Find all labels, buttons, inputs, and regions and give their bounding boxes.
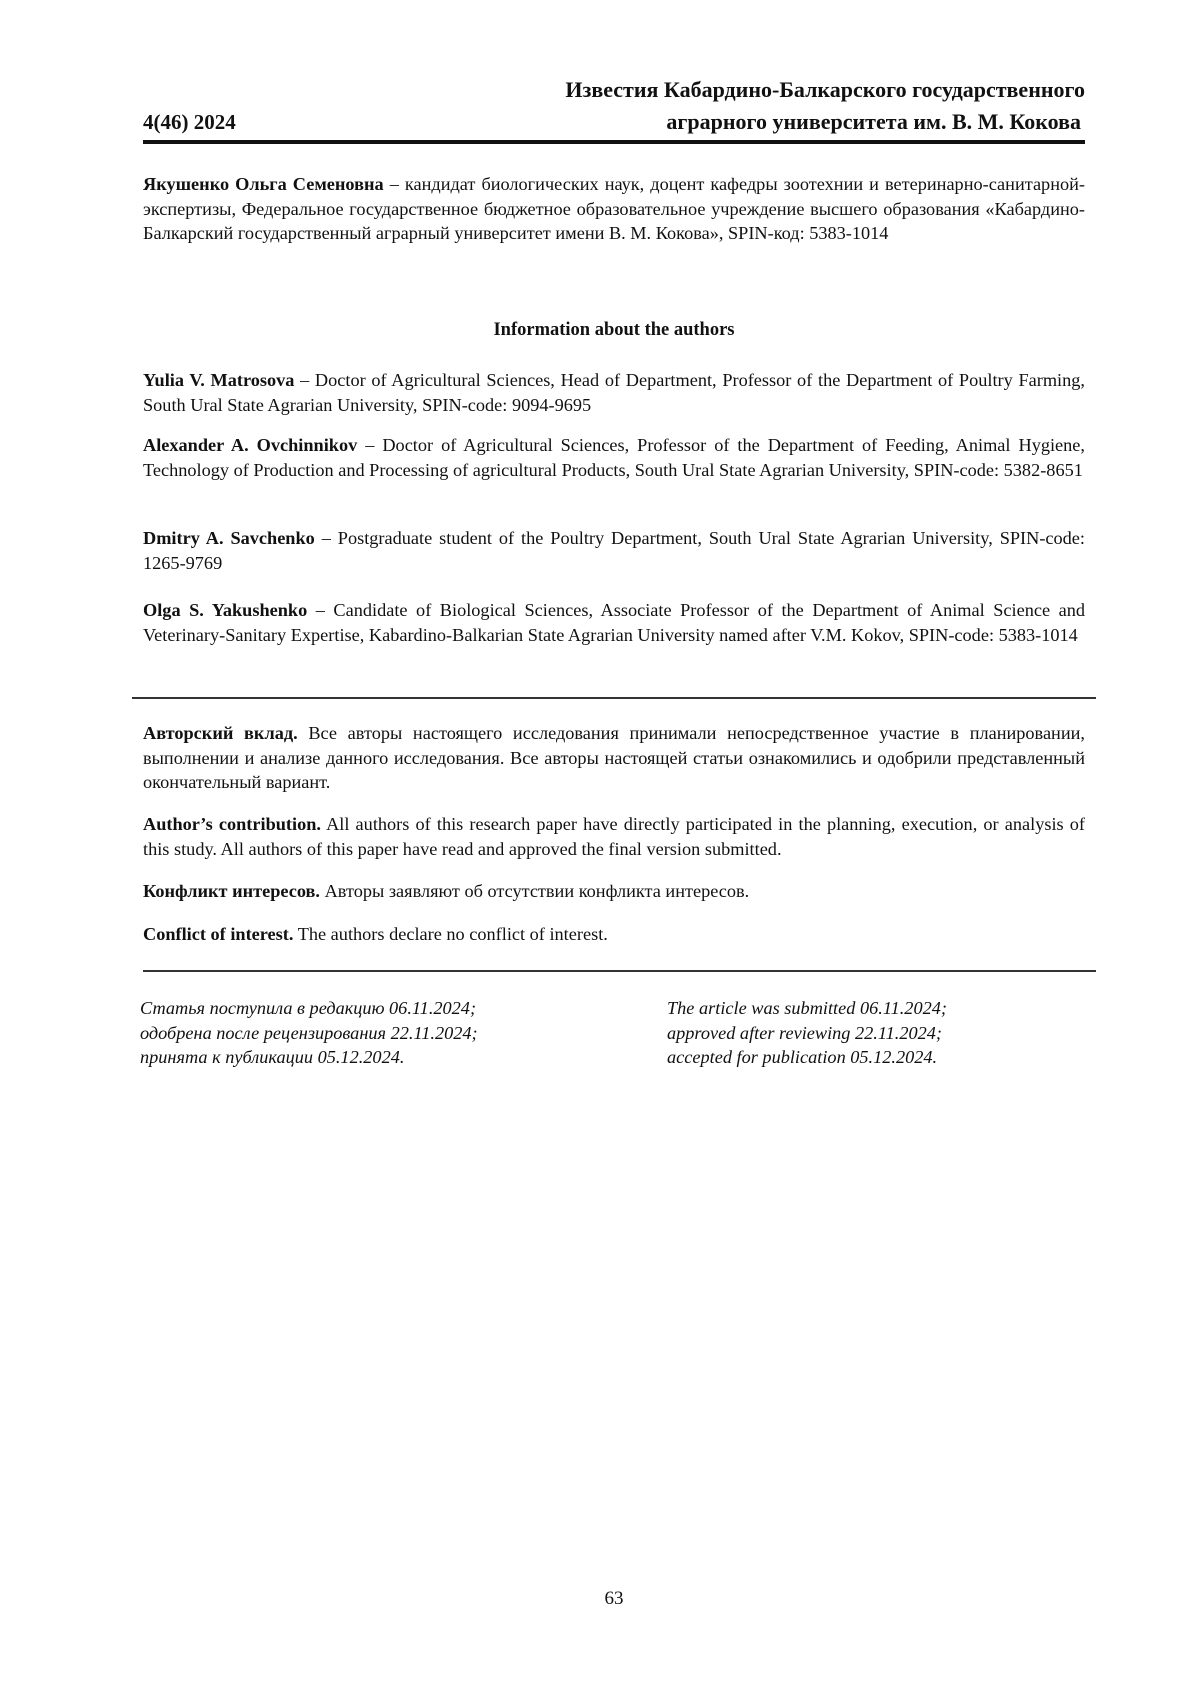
author-description: – Postgraduate student of the Poultry Department, South Ural State Agrarian University, SPIN-code: 1265-9769 xyxy=(143,528,1086,573)
section-title: Information about the authors xyxy=(493,320,735,340)
author-description: – Doctor of Agricultural Sciences, Head of Department, Professor of the Department of Poultry Farming, South Ural State Agrarian University, SPIN-code: 9094-9695 xyxy=(143,370,1085,415)
author-entry xyxy=(143,526,1085,575)
ru-author-description: – кандидат биологических наук, доцент кафедры зоотехнии и ветеринарно-санитарной-экспертизы, Федеральное государственное бюджетное образовательное учреждение высшего образования «Кабардино-Балкарский государственный аграрный университет имени В. М. Кокова», SPIN-код: 5383-1014 xyxy=(143,174,1085,243)
date-approved-ru: одобрена после рецензирования 22.11.2024; xyxy=(140,1022,478,1043)
section-divider xyxy=(143,970,1096,972)
date-approved-en: approved after reviewing 22.11.2024; xyxy=(667,1022,943,1043)
issue-number: 4(46) 2024 xyxy=(143,110,236,134)
conflict-en-label: Conflict of interest. xyxy=(143,924,294,944)
author-name: Olga S. Yakushenko xyxy=(143,600,308,620)
author-entry xyxy=(143,433,1085,482)
date-submitted-ru: Статья поступила в редакцию 06.11.2024; xyxy=(140,998,477,1018)
contribution-en xyxy=(143,812,1085,861)
running-header xyxy=(143,74,1085,144)
author-entry xyxy=(143,368,1085,417)
journal-title-line-1: Известия Кабардино-Балкарского государственного xyxy=(565,77,1085,102)
section-divider xyxy=(132,697,1096,699)
journal-title-line-2: аграрного университета им. В. М. Кокова xyxy=(666,109,1081,134)
dates-en xyxy=(667,996,947,1070)
contribution-ru-label: Авторский вклад. xyxy=(143,723,298,743)
author-description: – Candidate of Biological Sciences, Associate Professor of the Department of Animal Science and Veterinary-Sanitary Expertise, Kabardino-Balkarian State Agrarian University named after V.M. Kokov, SPIN-code: 5383-1014 xyxy=(143,600,1085,645)
date-accepted-en: accepted for publication 05.12.2024. xyxy=(667,1047,938,1067)
journal-title xyxy=(565,74,1085,138)
conflict-ru xyxy=(143,879,1085,904)
date-submitted-en: The article was submitted 06.11.2024; xyxy=(667,998,947,1018)
conflict-ru-label: Конфликт интересов. xyxy=(143,881,320,901)
author-name: Dmitry A. Savchenko xyxy=(143,528,315,548)
page-number: 63 xyxy=(604,1588,624,1609)
contribution-ru xyxy=(143,721,1085,795)
author-entry xyxy=(143,598,1085,647)
conflict-ru-text: Авторы заявляют об отсутствии конфликта интересов. xyxy=(320,881,750,901)
author-name: Alexander A. Ovchinnikov xyxy=(143,435,358,455)
ru-author-info xyxy=(143,172,1085,246)
ru-author-name: Якушенко Ольга Семеновна xyxy=(143,174,384,194)
dates-ru xyxy=(140,996,478,1070)
contribution-en-label: Author’s contribution. xyxy=(143,814,321,834)
author-name: Yulia V. Matrosova xyxy=(143,370,295,390)
date-accepted-ru: принята к публикации 05.12.2024. xyxy=(140,1047,405,1067)
contribution-ru-text: Все авторы настоящего исследования принимали непосредственное участие в планировании, выполнении и анализе данного исследования. Все авторы настоящей статьи ознакомились и одобрили представленный окончательный вариант. xyxy=(143,723,1085,792)
conflict-en xyxy=(143,922,1085,947)
conflict-en-text: The authors declare no conflict of interest. xyxy=(293,924,608,944)
author-description: – Doctor of Agricultural Sciences, Professor of the Department of Feeding, Animal Hygiene, Technology of Production and Processing of agricultural Products, South Ural State Agrarian University, SPIN-code: 5382-8651 xyxy=(143,435,1085,480)
header-divider xyxy=(143,140,1085,144)
contribution-en-text: All authors of this research paper have directly participated in the planning, execution, or analysis of this study. All authors of this paper have read and approved the final version submitted. xyxy=(143,814,1085,859)
